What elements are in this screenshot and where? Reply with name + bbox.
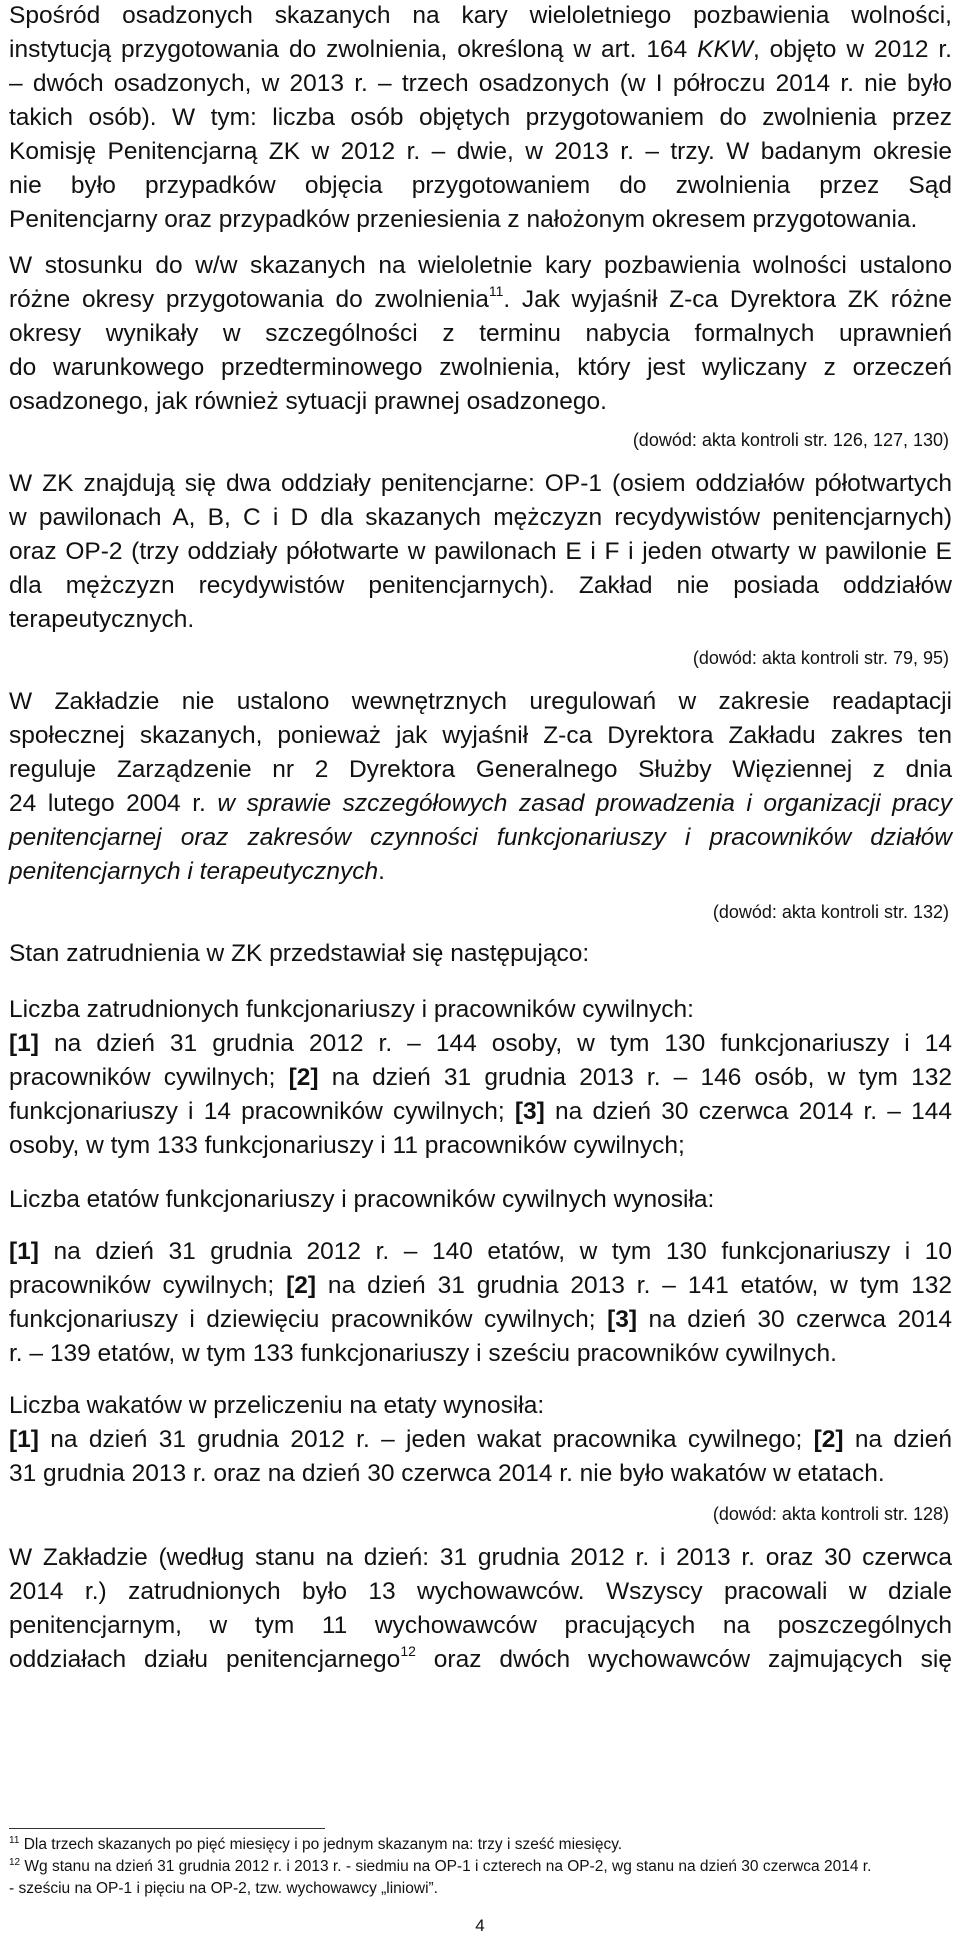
text-line: Liczba zatrudnionych funkcjonariuszy i pracowników cywilnych:	[9, 996, 694, 1023]
text-line: terapeutycznych.	[9, 606, 195, 633]
page-number: 4	[475, 1916, 485, 1935]
text-line: [1] na dzień 31 grudnia 2012 r. – jeden wakat pracownika cywilnego; [2] na dzień	[9, 1426, 952, 1453]
text-line: instytucją przygotowania do zwolnienia, określoną w art. 164 KKW, objęto w 2012 r.	[9, 36, 952, 63]
footnote-ref: 11	[488, 283, 504, 299]
text-line: [1] na dzień 31 grudnia 2012 r. – 140 etatów, w tym 130 funkcjonariuszy i 10	[9, 1238, 952, 1265]
text-line: 24 lutego 2004 r. w sprawie szczegółowych zasad prowadzenia i organizacji pracy	[9, 790, 952, 817]
text-line: pracowników cywilnych; [2] na dzień 31 grudnia 2013 r. – 141 etatów, w tym 132	[9, 1272, 953, 1299]
text-line: pracowników cywilnych; [2] na dzień 31 grudnia 2013 r. – 146 osób, w tym 132	[9, 1064, 953, 1091]
evidence-reference: (dowód: akta kontroli str. 79, 95)	[692, 648, 949, 668]
text-line: W stosunku do w/w skazanych na wieloletnie kary pozbawienia wolności ustalono	[9, 252, 952, 279]
text-line: osadzonego, jak również sytuacji prawnej osadzonego.	[9, 388, 607, 415]
text-line: do warunkowego przedterminowego zwolnienia, który jest wyliczany z orzeczeń	[9, 354, 952, 381]
evidence-reference: (dowód: akta kontroli str. 128)	[712, 1504, 949, 1524]
text-line: 2014 r.) zatrudnionych było 13 wychowawców. Wszyscy pracowali w dziale	[9, 1578, 952, 1605]
text-line: w pawilonach A, B, C i D dla skazanych mężczyzn recydywistów penitencjarnych)	[9, 504, 952, 531]
footnote-number: 11	[9, 1835, 20, 1846]
text-line: penitencjarnym, w tym 11 wychowawców pracujących na poszczególnych	[9, 1612, 952, 1639]
text-line: – dwóch osadzonych, w 2013 r. – trzech osadzonych (w I półroczu 2014 r. nie było	[9, 70, 952, 97]
text-line: Liczba wakatów w przeliczeniu na etaty wynosiła:	[9, 1392, 545, 1419]
text-line: osoby, w tym 133 funkcjonariuszy i 11 pracowników cywilnych;	[9, 1132, 685, 1159]
text-line: nie było przypadków objęcia przygotowaniem do zwolnienia przez Sąd	[9, 172, 952, 199]
footnote-ref: 12	[400, 1643, 416, 1659]
footnote: $^{12}$ Wg stanu na dzień 31 grudnia 2012 r. i 2013 r. - siedmiu na OP-1 i czterech na OP-2, wg stanu na dzień 30 czerwca 2014 r.	[9, 1857, 872, 1875]
text-line: oraz OP-2 (trzy oddziały półotwarte w pawilonach E i F i jeden otwarty w pawilonie E	[9, 538, 952, 565]
text-line: Penitencjarny oraz przypadków przeniesienia z nałożonym okresem przygotowania.	[9, 206, 918, 233]
text-line: Stan zatrudnienia w ZK przedstawiał się następująco:	[9, 940, 590, 967]
body-text	[9, 0, 960, 1800]
footnote: $^{11}$ Dla trzech skazanych po pięć miesięcy i po jednym skazanym na: trzy i sześć miesięcy.	[9, 1835, 623, 1853]
footnote-separator	[9, 1828, 325, 1829]
text-line: W ZK znajdują się dwa oddziały penitencjarne: OP-1 (osiem oddziałów półotwartych	[9, 470, 952, 497]
text-line: funkcjonariuszy i dziewięciu pracowników cywilnych; [3] na dzień 30 czerwca 2014	[9, 1306, 952, 1333]
text-line: reguluje Zarządzenie nr 2 Dyrektora Generalnego Służby Więziennej z dnia	[9, 756, 952, 783]
text-line: Komisję Penitencjarną ZK w 2012 r. – dwie, w 2013 r. – trzy. W badanym okresie	[9, 138, 952, 165]
text-line: [1] na dzień 31 grudnia 2012 r. – 144 osoby, w tym 130 funkcjonariuszy i 14	[9, 1030, 952, 1057]
text-line: Liczba etatów funkcjonariuszy i pracowników cywilnych wynosiła:	[9, 1186, 715, 1213]
text-line: społecznej skazanych, ponieważ jak wyjaśnił Z-ca Dyrektora Zakładu zakres ten	[9, 722, 952, 749]
text-line: penitencjarnej oraz zakresów czynności funkcjonariuszy i pracowników działów	[9, 824, 952, 851]
text-line: dla mężczyzn recydywistów penitencjarnych). Zakład nie posiada oddziałów	[9, 572, 952, 599]
text-line: r. – 139 etatów, w tym 133 funkcjonariuszy i sześciu pracowników cywilnych.	[9, 1340, 837, 1367]
footnote-number: 12	[9, 1857, 21, 1868]
text-line: W Zakładzie nie ustalono wewnętrznych uregulowań w zakresie readaptacji	[9, 688, 952, 715]
text-line: takich osób). W tym: liczba osób objętych przygotowaniem do zwolnienia przez	[9, 104, 952, 131]
text-line: 31 grudnia 2013 r. oraz na dzień 30 czerwca 2014 r. nie było wakatów w etatach.	[9, 1460, 885, 1487]
text-line: oddziałach działu penitencjarnego$^{12}$ oraz dwóch wychowawców zajmujących się	[9, 1643, 952, 1673]
evidence-reference: (dowód: akta kontroli str. 126, 127, 130)	[632, 430, 949, 450]
text-line: W Zakładzie (według stanu na dzień: 31 grudnia 2012 r. i 2013 r. oraz 30 czerwca	[9, 1544, 952, 1571]
footnote: - sześciu na OP-1 i pięciu na OP-2, tzw. wychowawcy „liniowi”.	[9, 1880, 438, 1897]
text-line: penitencjarnych i terapeutycznych.	[9, 858, 385, 885]
text-line: okresy wynikały w szczególności z terminu nabycia formalnych uprawnień	[9, 320, 952, 347]
text-line: różne okresy przygotowania do zwolnienia$^{11}$. Jak wyjaśnił Z-ca Dyrektora ZK różne	[9, 283, 952, 313]
text-line: Spośród osadzonych skazanych na kary wieloletniego pozbawienia wolności,	[9, 2, 952, 29]
text-line: funkcjonariuszy i 14 pracowników cywilnych; [3] na dzień 30 czerwca 2014 r. – 144	[9, 1098, 952, 1125]
evidence-reference: (dowód: akta kontroli str. 132)	[712, 902, 949, 922]
